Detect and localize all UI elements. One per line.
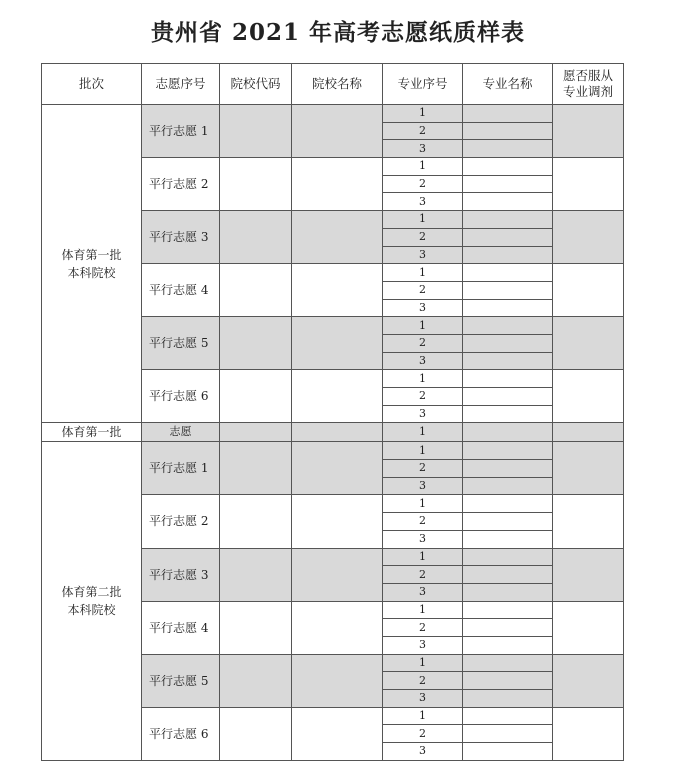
page-title: 贵州省 2021 年高考志愿纸质样表 [150, 19, 526, 46]
major-name-input[interactable] [463, 211, 553, 229]
major-number: 1 [383, 548, 463, 566]
major-name-input[interactable] [463, 566, 553, 584]
table-row [42, 442, 624, 460]
school-code-input[interactable] [220, 158, 292, 211]
major-name-input[interactable] [463, 423, 553, 442]
major-name-input[interactable] [463, 158, 553, 176]
major-number: 2 [383, 388, 463, 406]
major-number: 3 [383, 352, 463, 370]
school-name-input[interactable] [292, 601, 383, 654]
school-code-input[interactable] [220, 601, 292, 654]
major-number: 1 [383, 654, 463, 672]
school-name-input[interactable] [292, 495, 383, 548]
major-name-input[interactable] [463, 513, 553, 531]
major-name-input[interactable] [463, 352, 553, 370]
major-name-input[interactable] [463, 460, 553, 478]
major-name-input[interactable] [463, 299, 553, 317]
major-name-input[interactable] [463, 707, 553, 725]
major-number: 3 [383, 405, 463, 423]
adjust-input[interactable] [553, 442, 624, 495]
batch-cell: 体育第一批 本科院校 [42, 105, 142, 423]
adjust-input[interactable] [553, 423, 624, 442]
major-name-input[interactable] [463, 122, 553, 140]
school-code-input[interactable] [220, 105, 292, 158]
major-name-input[interactable] [463, 228, 553, 246]
major-number: 2 [383, 228, 463, 246]
adjust-input[interactable] [553, 601, 624, 654]
school-name-input[interactable] [292, 370, 383, 423]
volunteer-label: 平行志愿 3 [142, 548, 220, 601]
major-name-input[interactable] [463, 388, 553, 406]
school-code-input[interactable] [220, 264, 292, 317]
adjust-input[interactable] [553, 211, 624, 264]
adjust-input[interactable] [553, 158, 624, 211]
major-name-input[interactable] [463, 264, 553, 282]
major-name-input[interactable] [463, 495, 553, 513]
major-number: 1 [383, 442, 463, 460]
school-name-input[interactable] [292, 654, 383, 707]
major-number: 2 [383, 672, 463, 690]
major-number: 2 [383, 566, 463, 584]
volunteer-label: 平行志愿 6 [142, 707, 220, 760]
school-name-input[interactable] [292, 317, 383, 370]
batch-cell: 体育第二批 本科院校 [42, 442, 142, 760]
major-number: 3 [383, 299, 463, 317]
major-name-input[interactable] [463, 725, 553, 743]
school-code-input[interactable] [220, 370, 292, 423]
major-number: 3 [383, 690, 463, 708]
adjust-input[interactable] [553, 264, 624, 317]
school-code-input[interactable] [220, 495, 292, 548]
volunteer-label: 平行志愿 4 [142, 264, 220, 317]
major-number: 2 [383, 122, 463, 140]
school-code-input[interactable] [220, 211, 292, 264]
major-name-input[interactable] [463, 690, 553, 708]
header-school-name: 院校名称 [292, 64, 383, 105]
major-name-input[interactable] [463, 246, 553, 264]
header-school-code: 院校代码 [220, 64, 292, 105]
school-name-input[interactable] [292, 158, 383, 211]
major-name-input[interactable] [463, 442, 553, 460]
school-name-input[interactable] [292, 105, 383, 158]
header-volunteer-no: 志愿序号 [142, 64, 220, 105]
volunteer-form-table [41, 63, 624, 761]
major-name-input[interactable] [463, 281, 553, 299]
major-name-input[interactable] [463, 583, 553, 601]
header-batch: 批次 [42, 64, 142, 105]
adjust-input[interactable] [553, 317, 624, 370]
volunteer-label: 平行志愿 6 [142, 370, 220, 423]
table-row [42, 105, 624, 123]
school-code-input[interactable] [220, 423, 292, 442]
major-number: 2 [383, 725, 463, 743]
major-name-input[interactable] [463, 140, 553, 158]
volunteer-label: 志愿 [142, 423, 220, 442]
major-number: 1 [383, 707, 463, 725]
major-name-input[interactable] [463, 193, 553, 211]
adjust-input[interactable] [553, 495, 624, 548]
school-name-input[interactable] [292, 423, 383, 442]
major-number: 2 [383, 175, 463, 193]
major-number: 3 [383, 140, 463, 158]
adjust-input[interactable] [553, 548, 624, 601]
volunteer-label: 平行志愿 5 [142, 654, 220, 707]
major-number: 1 [383, 423, 463, 442]
major-number: 3 [383, 477, 463, 495]
table-row [42, 423, 624, 442]
major-name-input[interactable] [463, 370, 553, 388]
major-number: 3 [383, 530, 463, 548]
adjust-input[interactable] [553, 654, 624, 707]
adjust-input[interactable] [553, 707, 624, 760]
major-number: 1 [383, 105, 463, 123]
major-name-input[interactable] [463, 317, 553, 335]
major-number: 2 [383, 513, 463, 531]
school-code-input[interactable] [220, 707, 292, 760]
major-number: 1 [383, 495, 463, 513]
volunteer-label: 平行志愿 2 [142, 495, 220, 548]
major-name-input[interactable] [463, 601, 553, 619]
major-name-input[interactable] [463, 477, 553, 495]
major-number: 1 [383, 370, 463, 388]
major-number: 2 [383, 619, 463, 637]
school-code-input[interactable] [220, 317, 292, 370]
major-number: 2 [383, 460, 463, 478]
major-number: 3 [383, 636, 463, 654]
major-number: 1 [383, 317, 463, 335]
volunteer-label: 平行志愿 1 [142, 105, 220, 158]
batch-cell: 体育第一批 [42, 423, 142, 442]
header-major-name: 专业名称 [463, 64, 553, 105]
major-number: 3 [383, 246, 463, 264]
adjust-input[interactable] [553, 105, 624, 158]
volunteer-label: 平行志愿 4 [142, 601, 220, 654]
major-number: 1 [383, 158, 463, 176]
major-number: 2 [383, 334, 463, 352]
school-name-input[interactable] [292, 548, 383, 601]
header-major-no: 专业序号 [383, 64, 463, 105]
major-number: 1 [383, 601, 463, 619]
school-name-input[interactable] [292, 211, 383, 264]
school-name-input[interactable] [292, 442, 383, 495]
major-name-input[interactable] [463, 672, 553, 690]
school-name-input[interactable] [292, 264, 383, 317]
volunteer-label: 平行志愿 2 [142, 158, 220, 211]
header-adjust: 愿否服从 专业调剂 [553, 64, 624, 105]
major-name-input[interactable] [463, 530, 553, 548]
major-number: 3 [383, 583, 463, 601]
volunteer-label: 平行志愿 1 [142, 442, 220, 495]
major-name-input[interactable] [463, 105, 553, 123]
major-name-input[interactable] [463, 654, 553, 672]
volunteer-label: 平行志愿 5 [142, 317, 220, 370]
major-name-input[interactable] [463, 548, 553, 566]
major-name-input[interactable] [463, 405, 553, 423]
volunteer-label: 平行志愿 3 [142, 211, 220, 264]
adjust-input[interactable] [553, 370, 624, 423]
school-code-input[interactable] [220, 442, 292, 495]
major-number: 1 [383, 211, 463, 229]
major-number: 1 [383, 264, 463, 282]
major-name-input[interactable] [463, 619, 553, 637]
major-number: 3 [383, 743, 463, 761]
major-number: 2 [383, 281, 463, 299]
major-number: 3 [383, 193, 463, 211]
major-name-input[interactable] [463, 175, 553, 193]
school-name-input[interactable] [292, 707, 383, 760]
major-name-input[interactable] [463, 636, 553, 654]
major-name-input[interactable] [463, 743, 553, 761]
school-code-input[interactable] [220, 654, 292, 707]
header-row [42, 64, 624, 105]
school-code-input[interactable] [220, 548, 292, 601]
major-name-input[interactable] [463, 334, 553, 352]
